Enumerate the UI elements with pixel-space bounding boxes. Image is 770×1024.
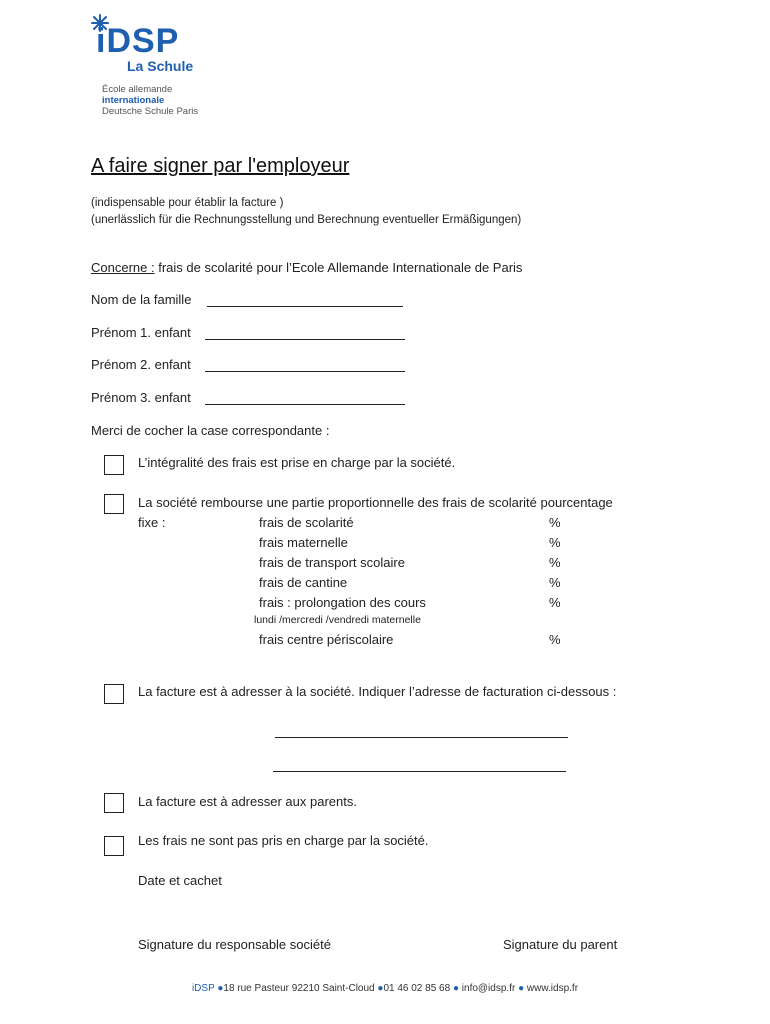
footer-email[interactable]: info@idsp.fr: [461, 983, 516, 994]
footer-address: 18 rue Pasteur 92210 Saint-Cloud: [223, 983, 375, 994]
checkbox-full-coverage[interactable]: [104, 455, 124, 475]
fee-label: frais de scolarité: [259, 515, 354, 530]
concerne-label: Concerne :: [91, 260, 155, 275]
logo-brand: iDSP: [96, 22, 180, 60]
billing-address-line-2[interactable]: [273, 771, 566, 772]
bullet-icon: ●: [452, 983, 459, 994]
fee-label: frais : prolongation des cours: [259, 595, 426, 610]
school-line-1: École allemande: [102, 84, 173, 95]
fee-percent: %: [549, 575, 561, 590]
fee-percent: %: [549, 515, 561, 530]
footer: [0, 983, 770, 994]
bullet-icon: ●: [377, 983, 384, 994]
option-full-coverage: L’intégralité des frais est prise en charge par la société.: [138, 455, 456, 470]
fee-percent: %: [549, 535, 561, 550]
company-signature-label: Signature du responsable société: [138, 937, 331, 952]
bullet-icon: ●: [217, 983, 224, 994]
school-name: [102, 84, 198, 117]
fee-label: frais de transport scolaire: [259, 555, 405, 570]
school-line-3: Deutsche Schule Paris: [102, 106, 199, 117]
fee-percent: %: [549, 632, 561, 647]
option-partial-coverage: La société rembourse une partie proportionnelle des frais de scolarité pourcentage: [138, 495, 613, 510]
child3-label: Prénom 3. enfant: [91, 390, 191, 405]
child3-field[interactable]: [205, 404, 405, 405]
option-not-covered: Les frais ne sont pas pris en charge par la société.: [138, 833, 429, 848]
child1-field[interactable]: [205, 339, 405, 340]
fee-percent: %: [549, 555, 561, 570]
family-name-label: Nom de la famille: [91, 292, 192, 307]
family-name-field[interactable]: [207, 306, 403, 307]
page-title: A faire signer par l'employeur: [91, 155, 350, 177]
fee-label: frais de cantine: [259, 575, 348, 590]
concerne-text: frais de scolarité pour l’Ecole Allemande Internationale de Paris: [158, 260, 523, 275]
logo-subtitle: La Schule: [127, 58, 194, 74]
instruction: Merci de cocher la case correspondante :: [91, 423, 330, 438]
concerne-line: [91, 260, 522, 275]
billing-address-line-1[interactable]: [275, 737, 568, 738]
fee-label: frais maternelle: [259, 535, 348, 550]
parent-signature-label: Signature du parent: [503, 937, 618, 952]
fee-percent: %: [549, 595, 561, 610]
checkbox-invoice-company[interactable]: [104, 684, 124, 704]
note-french: (indispensable pour établir la facture ): [91, 197, 284, 209]
footer-phone: 01 46 02 85 68: [383, 983, 451, 994]
option-invoice-company: La facture est à adresser à la société. Indiquer l’adresse de facturation ci-dessous :: [138, 684, 617, 699]
child2-field[interactable]: [205, 371, 405, 372]
fee-label: frais centre périscolaire: [259, 632, 394, 647]
school-line-2: internationale: [102, 95, 165, 106]
checkbox-invoice-parents[interactable]: [104, 793, 124, 813]
bullet-icon: ●: [518, 983, 525, 994]
child2-label: Prénom 2. enfant: [91, 357, 191, 372]
footer-brand: iDSP: [191, 983, 215, 994]
date-stamp-label: Date et cachet: [138, 873, 222, 888]
prolongation-note: lundi /mercredi /vendredi maternelle: [254, 614, 421, 626]
option-partial-fixe: fixe :: [138, 515, 166, 530]
footer-website[interactable]: www.idsp.fr: [526, 983, 579, 994]
checkbox-partial-coverage[interactable]: [104, 494, 124, 514]
option-invoice-parents: La facture est à adresser aux parents.: [138, 794, 357, 809]
child1-label: Prénom 1. enfant: [91, 325, 191, 340]
checkbox-not-covered[interactable]: [104, 836, 124, 856]
note-german: (unerlässlich für die Rechnungsstellung und Berechnung eventueller Ermäßigungen): [91, 214, 522, 226]
